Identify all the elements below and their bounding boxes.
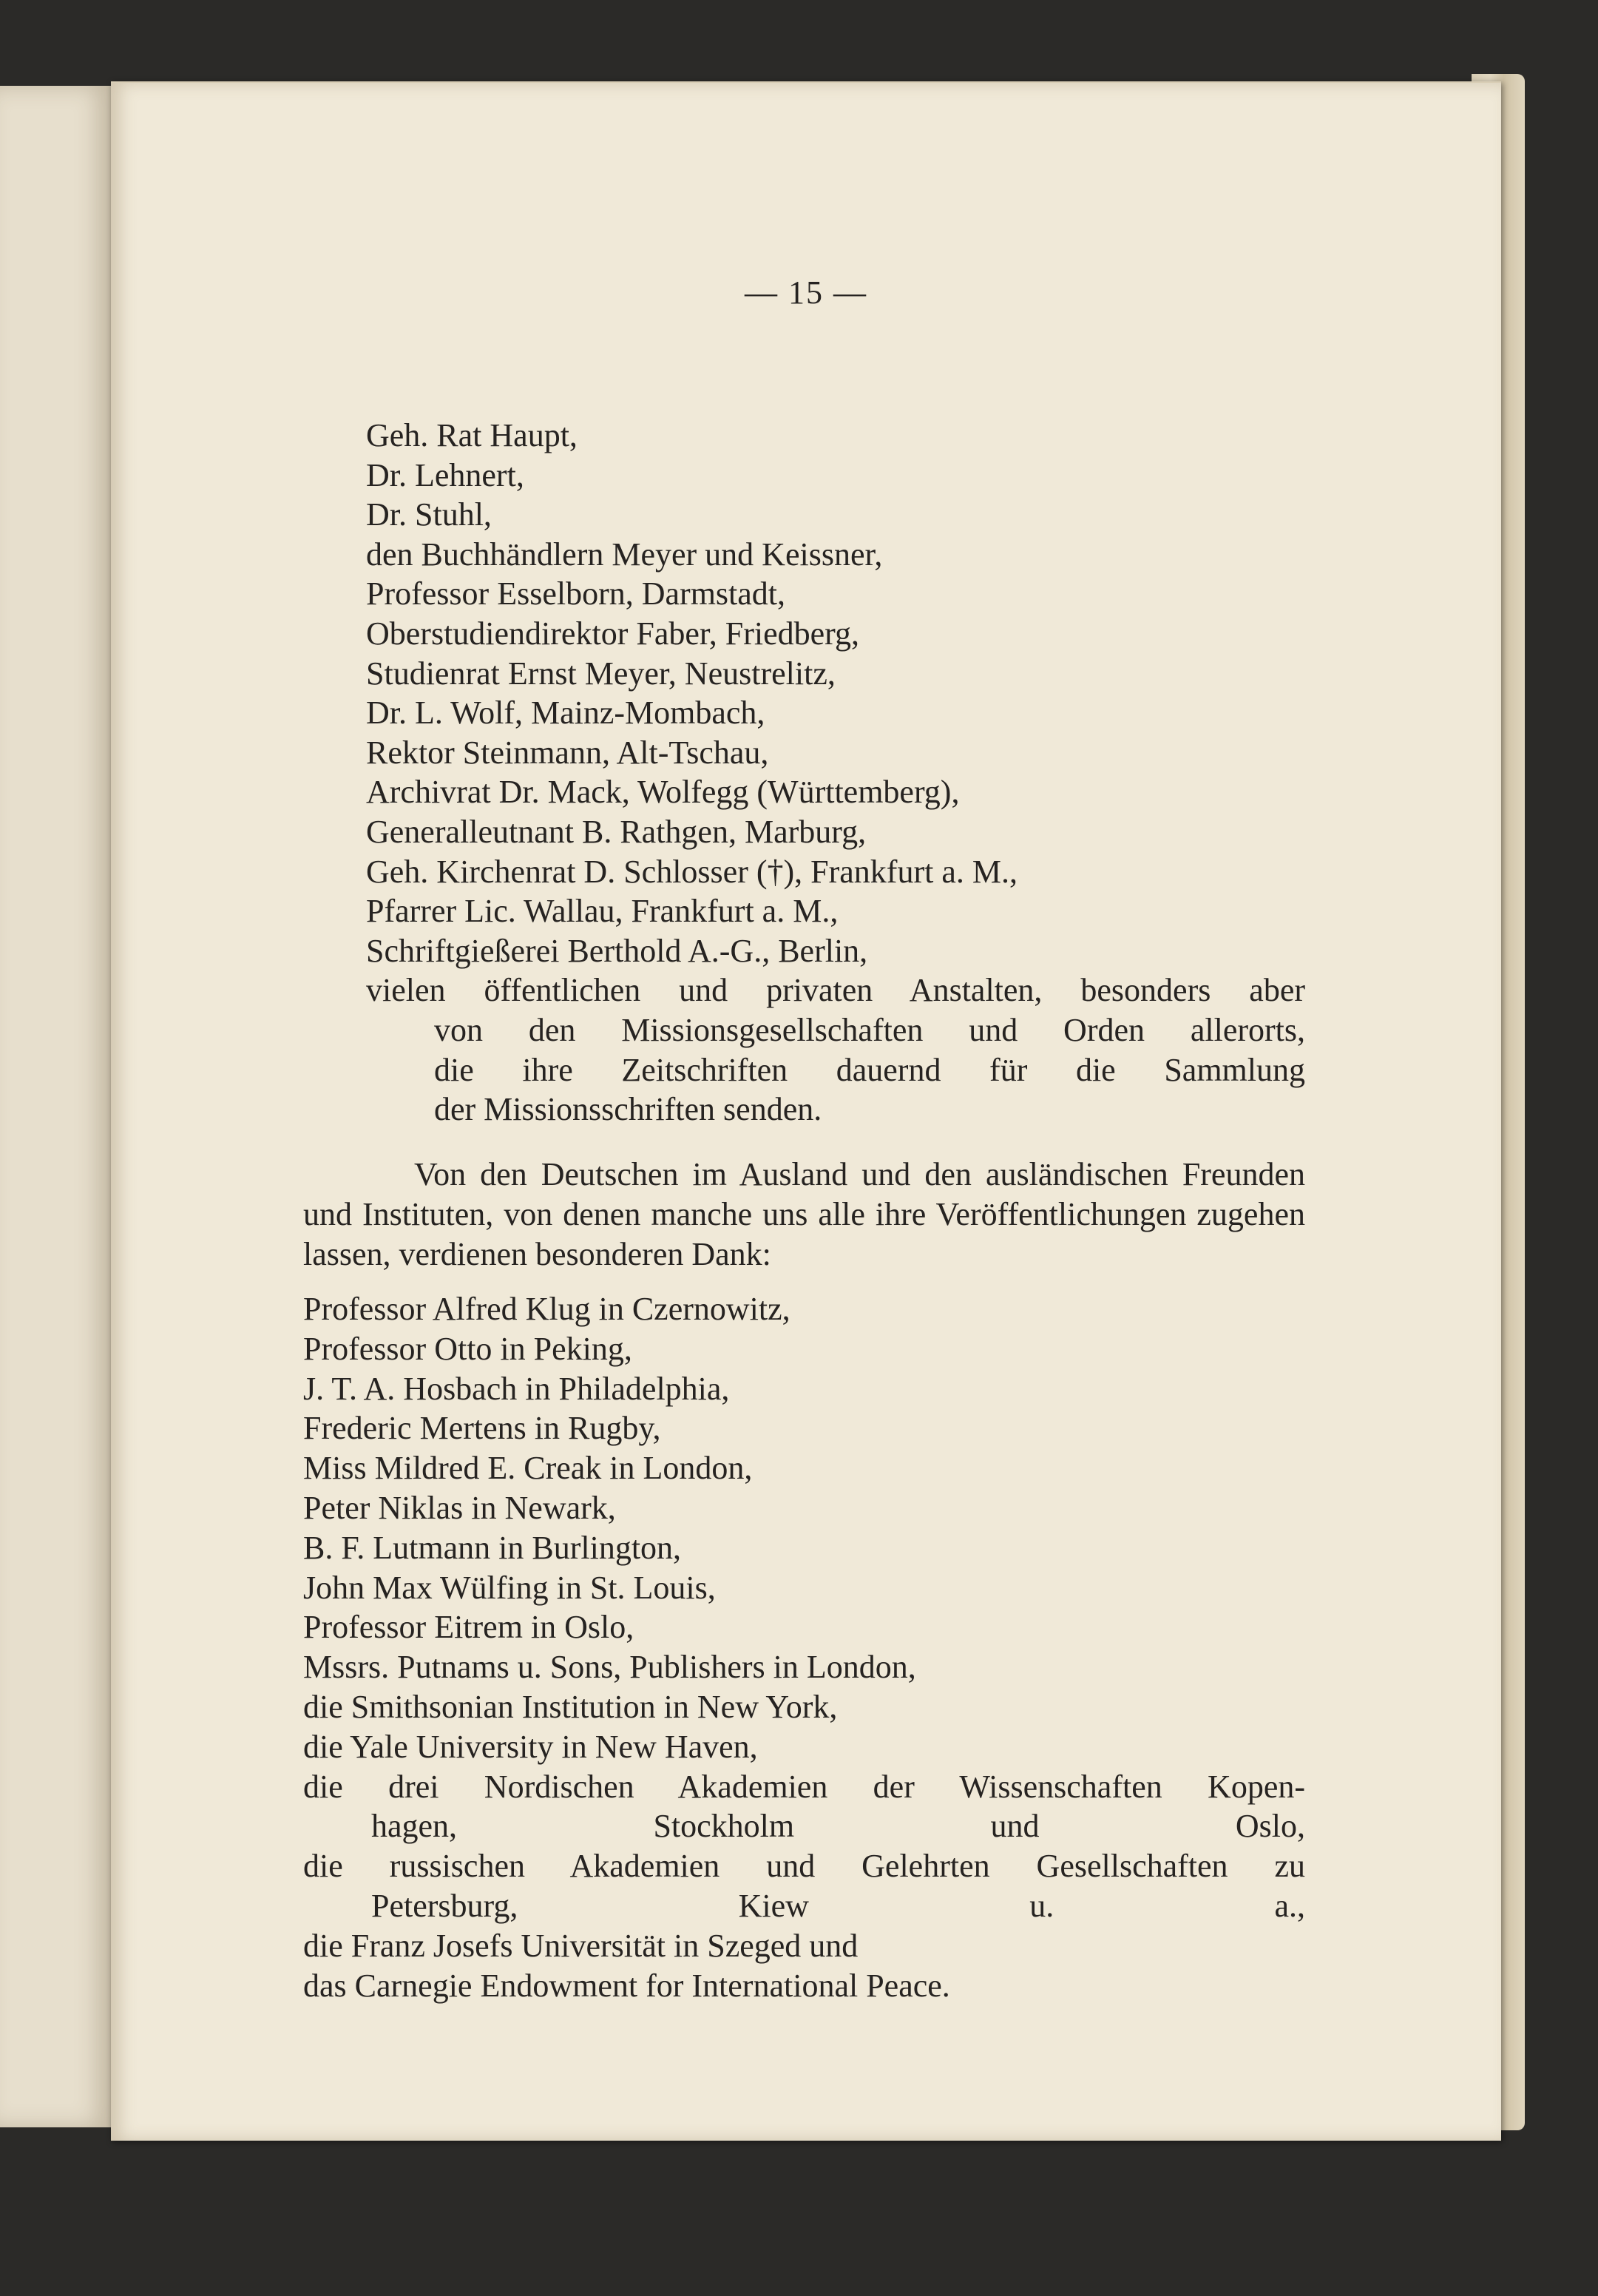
list-item: Miss Mildred E. Creak in London, bbox=[303, 1450, 753, 1487]
list-item: B. F. Lutmann in Burlington, bbox=[303, 1529, 682, 1566]
list-item: Generalleutnant B. Rathgen, Marburg, bbox=[366, 813, 867, 850]
list-item: die drei Nordischen Akademien der Wissenschaften Kopen- bbox=[303, 1768, 1305, 1805]
list-item: Oberstudiendirektor Faber, Friedberg, bbox=[366, 615, 860, 652]
list-item-continuation: von den Missionsgesellschaften und Orden allerorts, bbox=[434, 1011, 1305, 1048]
list-item: das Carnegie Endowment for International Peace. bbox=[303, 1967, 950, 2004]
page-text bbox=[111, 83, 1501, 2141]
list-item: Professor Esselborn, Darmstadt, bbox=[366, 575, 786, 612]
acknowledgement-list-domestic bbox=[366, 416, 1305, 1130]
list-item: Rektor Steinmann, Alt-Tschau, bbox=[366, 734, 769, 771]
list-item: Dr. Stuhl, bbox=[366, 496, 492, 533]
left-facing-page bbox=[0, 86, 113, 2127]
list-item-continuation: der Missionsschriften senden. bbox=[434, 1091, 822, 1128]
list-item: Schriftgießerei Berthold A.-G., Berlin, bbox=[366, 932, 868, 969]
page-number: — 15 — bbox=[745, 274, 867, 311]
list-item: die russischen Akademien und Gelehrten Gesellschaften zu bbox=[303, 1848, 1305, 1885]
list-item: Dr. L. Wolf, Mainz-Mombach, bbox=[366, 695, 765, 732]
book-page bbox=[111, 81, 1501, 2141]
list-item-continuation: Petersburg, Kiew u. a., bbox=[371, 1887, 1305, 1924]
list-item-continuation: die ihre Zeitschriften dauernd für die Sammlung bbox=[434, 1051, 1305, 1088]
list-item: vielen öffentlichen und privaten Anstalten, besonders aber bbox=[366, 972, 1305, 1009]
list-item: Professor Alfred Klug in Czernowitz, bbox=[303, 1291, 790, 1327]
list-item-continuation: hagen, Stockholm und Oslo, bbox=[371, 1808, 1305, 1845]
list-item: Studienrat Ernst Meyer, Neustrelitz, bbox=[366, 655, 836, 692]
list-item: John Max Wülfing in St. Louis, bbox=[303, 1569, 716, 1606]
list-item: Peter Niklas in Newark, bbox=[303, 1489, 616, 1526]
list-item: Pfarrer Lic. Wallau, Frankfurt a. M., bbox=[366, 893, 839, 930]
list-item: Dr. Lehnert, bbox=[366, 456, 524, 493]
body-paragraph: Von den Deutschen im Ausland und den ausländischen Freunden und Instituten, von denen manche uns alle ihre Veröffentlichungen zugehen lassen, verdienen besonderen Dank: bbox=[303, 1156, 1305, 1272]
list-item: die Yale University in New Haven, bbox=[303, 1728, 758, 1765]
list-item: Professor Eitrem in Oslo, bbox=[303, 1609, 634, 1646]
list-item: J. T. A. Hosbach in Philadelphia, bbox=[303, 1370, 730, 1407]
list-item: Archivrat Dr. Mack, Wolfegg (Württemberg), bbox=[366, 774, 960, 811]
list-item: Geh. Rat Haupt, bbox=[366, 417, 578, 453]
list-item: Geh. Kirchenrat D. Schlosser (†), Frankfurt a. M., bbox=[366, 853, 1018, 890]
list-item: den Buchhändlern Meyer und Keissner, bbox=[366, 536, 883, 573]
list-item: Mssrs. Putnams u. Sons, Publishers in London, bbox=[303, 1649, 916, 1686]
list-item: die Smithsonian Institution in New York, bbox=[303, 1688, 838, 1725]
list-item: Frederic Mertens in Rugby, bbox=[303, 1410, 661, 1447]
acknowledgement-list-foreign bbox=[303, 1289, 1305, 2005]
list-item: die Franz Josefs Universität in Szeged und bbox=[303, 1927, 859, 1964]
list-item: Professor Otto in Peking, bbox=[303, 1330, 632, 1367]
